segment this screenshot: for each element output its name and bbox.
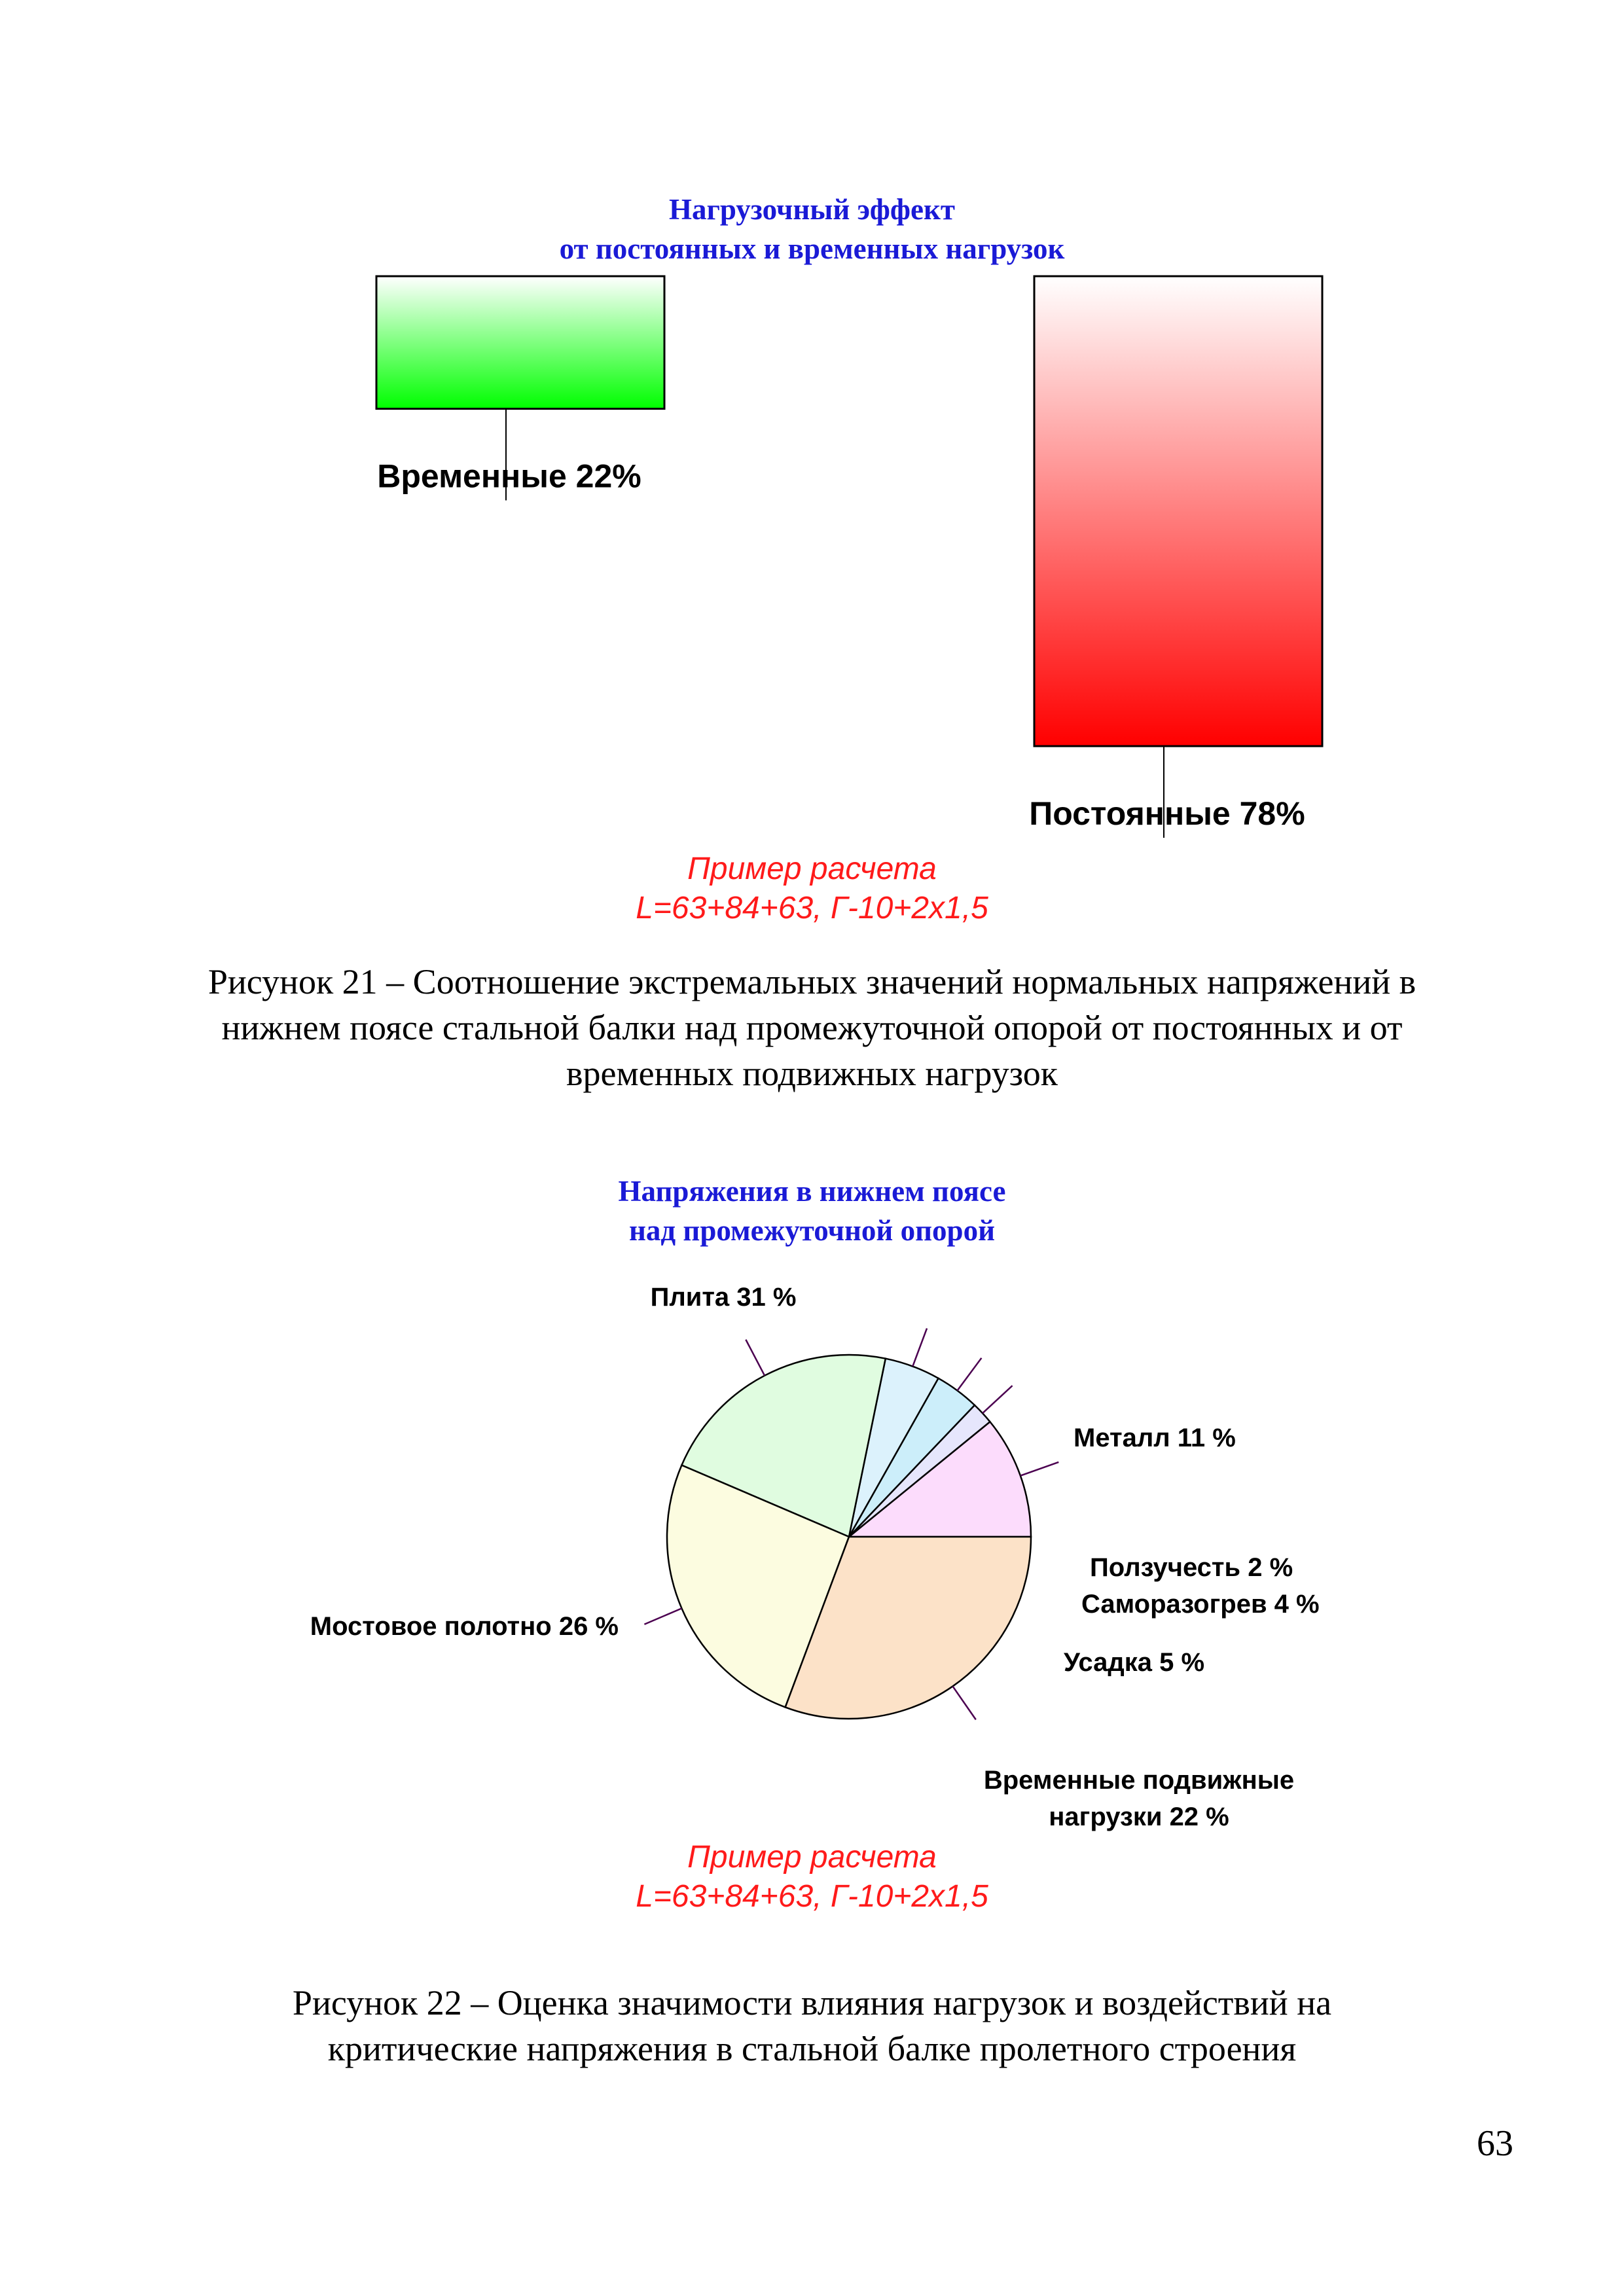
bar-temporary: [376, 276, 664, 409]
figure21-example-line-2: L=63+84+63, Г-10+2х1,5: [636, 891, 988, 925]
figure22-caption-line-2: критические напряжения в стальной балке пролетного строения: [327, 2029, 1297, 2068]
pie-leader-line: [644, 1608, 681, 1624]
figure21-caption-line-1: Рисунок 21 – Соотношение экстремальных значений нормальных напряжений в: [208, 962, 1416, 1001]
bar-label: Временные 22%: [377, 457, 641, 495]
pie-leader-line: [957, 1358, 981, 1391]
figure22-example: [0, 1838, 1624, 1916]
pie-label: Мостовое полотно 26 %: [310, 1612, 619, 1641]
page-number: 63: [1477, 2123, 1513, 2164]
pie-leader-line: [746, 1340, 765, 1376]
figure21-caption-line-2: нижнем поясе стальной балки над промежуточной опорой от постоянных и от: [221, 1008, 1403, 1047]
pie-leader-line: [912, 1329, 927, 1367]
figure22-example-line-1: Пример расчета: [687, 1840, 937, 1874]
figure21-example-line-1: Пример расчета: [687, 852, 937, 886]
pie-label: Металл 11 %: [1074, 1424, 1236, 1452]
figure22-caption: [0, 1980, 1624, 2072]
pie-label: нагрузки 22 %: [1049, 1803, 1229, 1831]
bar-chart: [0, 262, 1624, 864]
figure21-caption: [0, 959, 1624, 1096]
bar-permanent: [1034, 276, 1322, 746]
bar-chart-title: [0, 190, 1624, 268]
pie-leader-line: [952, 1686, 975, 1719]
figure22-example-line-2: L=63+84+63, Г-10+2х1,5: [636, 1879, 988, 1914]
bar-label: Постоянные 78%: [1029, 795, 1305, 832]
pie-label: Временные подвижные: [983, 1766, 1295, 1795]
pie-label: Плита 31 %: [650, 1283, 797, 1312]
pie-label: Ползучесть 2 %: [1090, 1553, 1293, 1582]
pie-label: Саморазогрев 4 %: [1081, 1590, 1320, 1619]
bar-chart-title-line-2: от постоянных и временных нагрузок: [559, 232, 1065, 265]
figure21-example: [0, 850, 1624, 928]
pie-leader-line: [983, 1386, 1013, 1413]
pie-chart-title-line-2: над промежуточной опорой: [628, 1214, 995, 1247]
figure22-caption-line-1: Рисунок 22 – Оценка значимости влияния нагрузок и воздействий на: [292, 1983, 1332, 2022]
pie-leader-line: [1020, 1462, 1058, 1476]
pie-chart: [0, 1263, 1624, 1839]
pie-label: Усадка 5 %: [1064, 1648, 1205, 1677]
figure21-caption-line-3: временных подвижных нагрузок: [566, 1054, 1058, 1093]
pie-chart-title: [0, 1172, 1624, 1250]
pie-chart-title-line-1: Напряжения в нижнем поясе: [618, 1175, 1006, 1208]
bar-chart-title-line-1: Нагрузочный эффект: [668, 193, 956, 226]
